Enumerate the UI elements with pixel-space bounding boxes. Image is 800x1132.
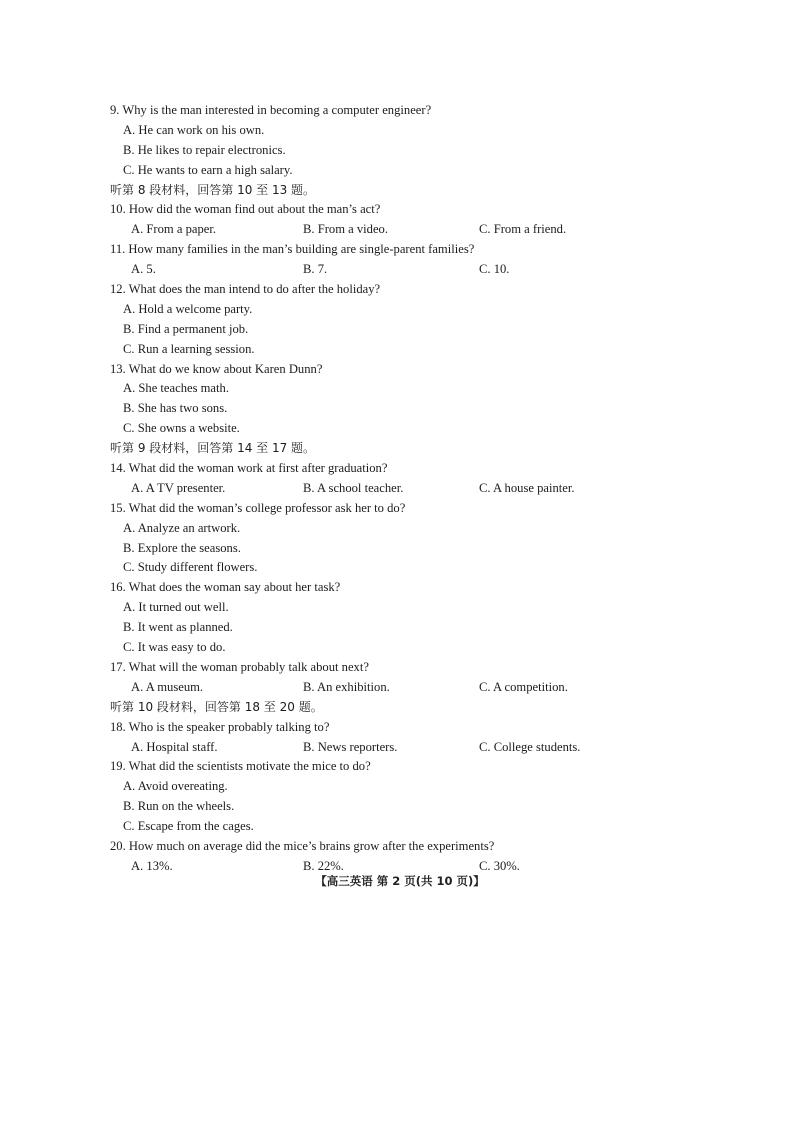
option-c: C. A competition. [479,679,568,694]
option-text: B. He likes to repair electronics. [123,142,286,157]
question-list [0,101,800,877]
question-text: 20. How much on average did the mice’s brains grow after the experiments? [110,838,495,853]
option-text: C. It was easy to do. [123,640,226,655]
option-a: A. 5. [131,262,156,277]
question-text: 16. What does the woman say about her task? [110,580,341,595]
option-text: B. It went as planned. [123,620,233,635]
option-text: A. It turned out well. [123,600,229,615]
question-text: 15. What did the woman’s college professor ask her to do? [110,500,406,515]
section-instruction: 听第 8 段材料，回答第 10 至 13 题。 [110,182,316,197]
question-text: 17. What will the woman probably talk about next? [110,659,369,674]
option-text: A. Analyze an artwork. [123,520,241,535]
option-text: C. He wants to earn a high salary. [123,162,293,177]
options-row [0,220,800,240]
option-c: C. 30%. [479,858,520,873]
options-row [0,479,800,499]
option-text: A. Avoid overeating. [123,779,228,794]
option-text: A. He can work on his own. [123,122,265,137]
option-b: B. From a video. [303,222,389,237]
option-b: B. A school teacher. [303,480,404,495]
option-c: C. College students. [479,739,581,754]
question-text: 11. How many families in the man’s building are single-parent families? [110,242,475,257]
option-text: C. Run a learning session. [123,341,255,356]
section-instruction: 听第 10 段材料，回答第 18 至 20 题。 [110,699,323,714]
option-b: B. An exhibition. [303,679,390,694]
section-instruction: 听第 9 段材料，回答第 14 至 17 题。 [110,441,316,456]
option-c: C. From a friend. [479,222,567,237]
option-text: B. Find a permanent job. [123,321,249,336]
option-text: B. Run on the wheels. [123,799,235,814]
question-text: 14. What did the woman work at first after graduation? [110,461,388,476]
option-a: A. A TV presenter. [131,480,226,495]
question-text: 10. How did the woman find out about the man’s act? [110,202,381,217]
option-text: B. She has two sons. [123,401,228,416]
question-text: 13. What do we know about Karen Dunn? [110,361,323,376]
option-a: A. A museum. [131,679,204,694]
option-b: B. 22%. [303,858,344,873]
question-text: 9. Why is the man interested in becoming a computer engineer? [110,103,432,117]
option-text: A. She teaches math. [123,381,229,396]
option-text: C. Study different flowers. [123,560,258,575]
option-c: C. A house painter. [479,480,575,495]
option-c: C. 10. [479,262,510,277]
option-text: A. Hold a welcome party. [123,301,253,316]
question-text: 19. What did the scientists motivate the mice to do? [110,759,371,774]
page-footer: 【高三英语 第 2 页(共 10 页)】 [315,874,485,888]
option-text: C. She owns a website. [123,421,240,436]
option-b: B. News reporters. [303,739,398,754]
options-row [0,738,800,758]
option-b: B. 7. [303,262,328,277]
options-row [0,678,800,698]
option-a: A. Hospital staff. [131,739,218,754]
question-text: 12. What does the man intend to do after the holiday? [110,282,381,297]
option-text: B. Explore the seasons. [123,540,241,555]
question-text: 18. Who is the speaker probably talking to? [110,719,330,734]
option-a: A. 13%. [131,858,173,873]
option-a: A. From a paper. [131,222,216,237]
option-text: C. Escape from the cages. [123,819,254,834]
options-row [0,260,800,280]
